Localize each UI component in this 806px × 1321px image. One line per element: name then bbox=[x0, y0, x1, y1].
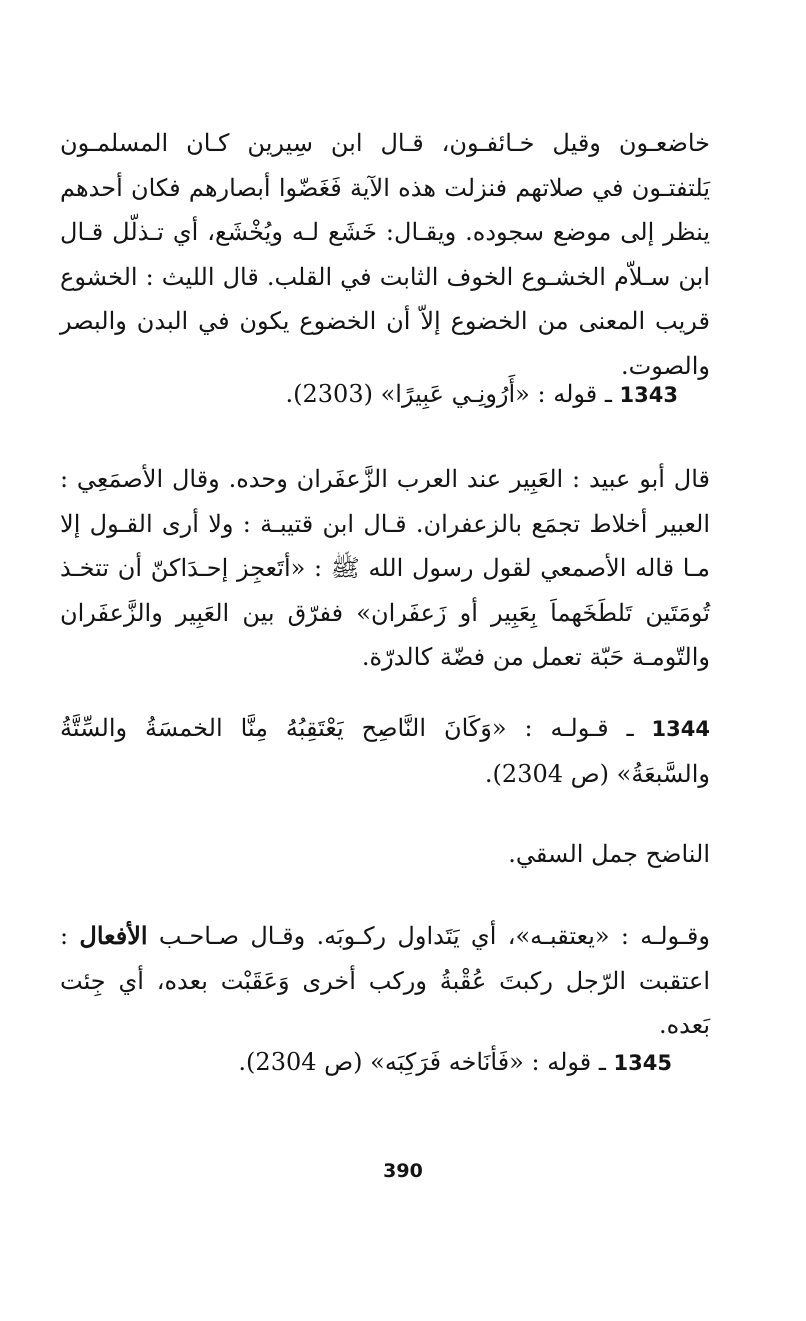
paragraph-khushu: خاضعـون وقيل خـائفـون، قـال ابن سِيرين كـان المسلمـون يَلتفتـون في صلاتهم فنزلت هذه الآية فَغَضّوا أبصارهم فكان أحدهم ينظر إلى موضع سجوده. ويقـال: خَشَع لـه ويُخْشَع، أي تـذلّل قـال ابن سـلاّم الخشـوع الخوف الثابت في القلب. قال الليث : الخشوع قريب المعنى من الخضوع إلاّ أن الخضوع يكون في البدن والبصر والصوت. bbox=[60, 129, 710, 380]
paragraph-nadih: الناضح جمل السقي. bbox=[508, 840, 710, 868]
text-run: : اعتقبت الرّجل ركبتَ عُقْبةُ وركب أخرى وَعَقَبْت بعده، أي جِئت بَعده. bbox=[60, 922, 710, 1039]
entry-quote: ـ قـولـه : «وَكَانَ النَّاصِح يَعْتَقِبُهُ مِنَّا الخمسَةُ والسِّتَّةُ والسَّبعَةُ» (ص 2304). bbox=[60, 714, 710, 788]
entry-heading-1343 bbox=[286, 372, 678, 417]
entry-quote: ـ قوله : «فَأنَاخه فَرَكِبَه» (ص 2304). bbox=[238, 1048, 614, 1076]
entry-number: 1343 bbox=[619, 383, 678, 407]
paragraph-abir: قال أبو عبيد : العَبِير عند العرب الزَّعفَران وحده. وقال الأصمَعِي : العبير أخلاط تجمَع بالزعفران. قـال ابن قتيبـة : ولا أرى القـول إلا مـا قاله الأصمعي لقول رسول الله ﷺ : «أتَعجِز إحـدَاكنّ أن تتخـذ تُومَتَين تَلطَخَهماَ بِعَبِير أو زَعفَران» ففرّق بين العَبِير والزَّعفَران والتّومـة حَبّة تعمل من فضّة كالدرّة. bbox=[60, 465, 710, 671]
paragraph-yataqibuh bbox=[60, 914, 710, 1048]
page-number: 390 bbox=[383, 1160, 423, 1182]
entry-number: 1344 bbox=[651, 717, 710, 741]
entry-number: 1345 bbox=[613, 1051, 672, 1075]
text-run: وقـولـه : «يعتقبـه»، أي يَتَداول ركـوبَه. وقـال صـاحـب bbox=[147, 922, 710, 950]
entry-heading-1344 bbox=[60, 706, 710, 796]
book-title: الأفعال bbox=[79, 921, 148, 950]
entry-heading-1345 bbox=[238, 1040, 672, 1085]
entry-quote: ـ قوله : «أَرُونِـي عَبِيرًا» (2303). bbox=[285, 380, 620, 408]
